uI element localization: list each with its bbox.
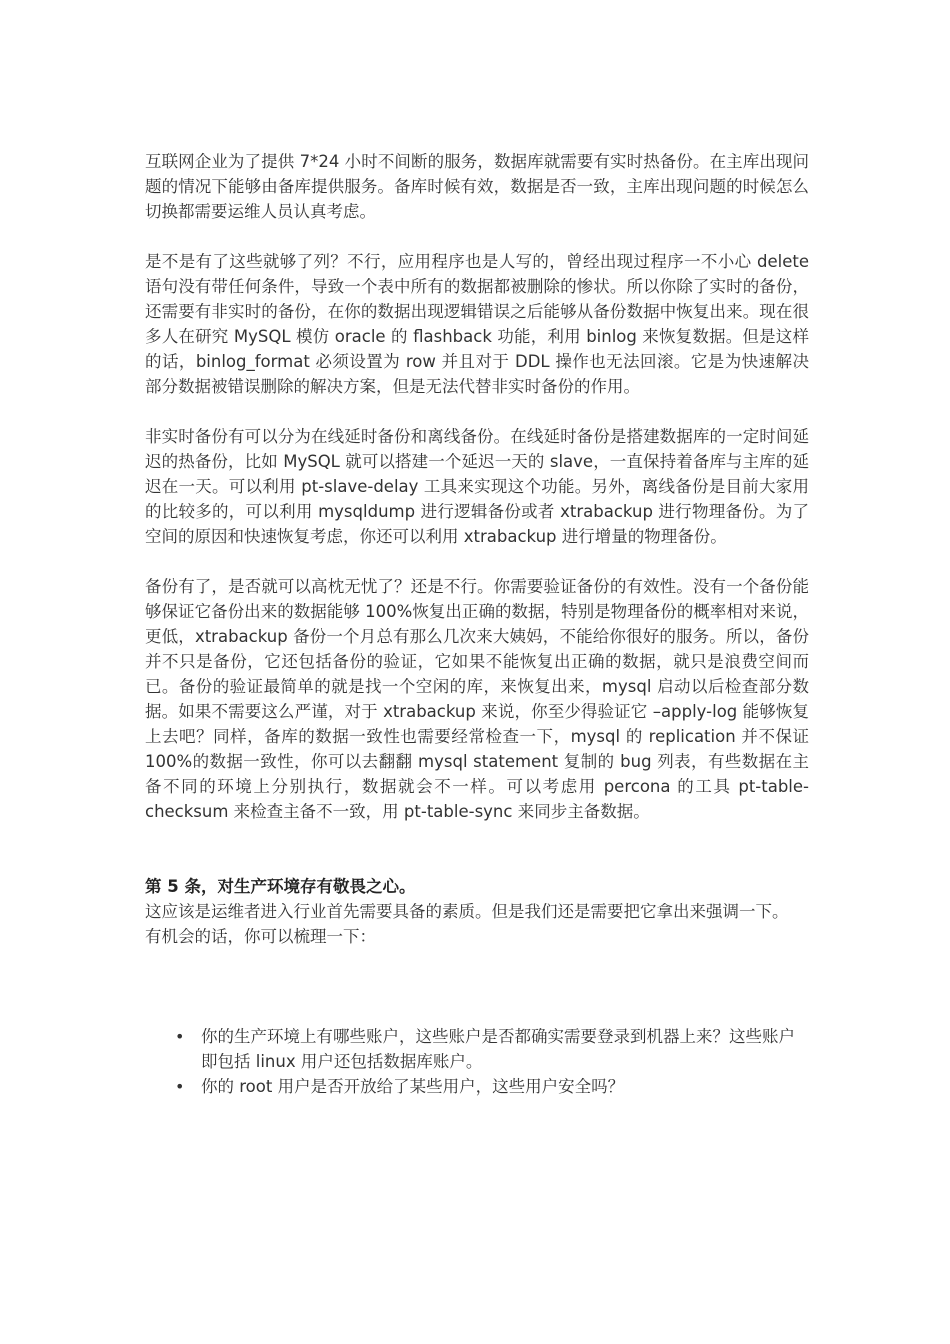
list-item-text: 你的 root 用户是否开放给了某些用户，这些用户安全吗？ — [201, 1077, 625, 1096]
bullet-marker: • — [175, 1027, 185, 1046]
section-lead: 有机会的话，你可以梳理一下： — [145, 927, 376, 946]
bullet-marker: • — [175, 1077, 185, 1096]
document-body — [145, 149, 809, 1099]
paragraph-delayed-offline-backup: 非实时备份有可以分为在线延时备份和离线备份。在线延时备份是搭建数据库的一定时间延迟的热备份，比如 MySQL 就可以搭建一个延迟一天的 slave，一直保持着备库与主库的延迟在一天。可以利用 pt-slave-delay 工具来实现这个功能。另外，离线备份是目前大家用的比较多的，可以利用 mysqldump 进行逻辑备份或者 xtrabackup 进行物理备份。为了空间的原因和快速恢复考虑，你还可以利用 xtrabackup 进行增量的物理备份。 — [145, 427, 809, 546]
section-heading: 第 5 条，对生产环境存有敬畏之心。 — [145, 877, 416, 896]
paragraph-hot-backup: 互联网企业为了提供 7*24 小时不间断的服务，数据库就需要有实时热备份。在主库出现问题的情况下能够由备库提供服务。备库时候有效，数据是否一致，主库出现问题的时候怎么切换都需要运维人员认真考虑。 — [145, 152, 809, 221]
bullet-list — [145, 1024, 809, 1099]
section-intro: 这应该是运维者进入行业首先需要具备的素质。但是我们还是需要把它拿出来强调一下。 — [145, 902, 789, 921]
list-item — [145, 1024, 809, 1074]
paragraph-backup-verification: 备份有了，是否就可以高枕无忧了？还是不行。你需要验证备份的有效性。没有一个备份能够保证它备份出来的数据能够 100%恢复出正确的数据，特别是物理备份的概率相对来说，更低，xtrabackup 备份一个月总有那么几次来大姨妈，不能给你很好的服务。所以，备份并不只是备份，它还包括备份的验证，它如果不能恢复出正确的数据，就只是浪费空间而已。备份的验证最简单的就是找一个空闲的库，来恢复出来，mysql 启动以后检查部分数据。如果不需要这么严谨，对于 xtrabackup 来说，你至少得验证它 –apply-log 能够恢复上去吧？同样，备库的数据一致性也需要经常检查一下，mysql 的 replication 并不保证 100%的数据一致性，你可以去翻翻 mysql statement 复制的 bug 列表，有些数据在主备不同的环境上分别执行，数据就会不一样。可以考虑用 percona 的工具 pt-table-checksum 来检查主备不一致，用 pt-table-sync 来同步主备数据。 — [145, 577, 809, 821]
paragraph-non-realtime-backup: 是不是有了这些就够了列？不行，应用程序也是人写的，曾经出现过程序一不小心 delete 语句没有带任何条件，导致一个表中所有的数据都被删除的惨状。所以你除了实时的备份，还需要有非实时的备份，在你的数据出现逻辑错误之后能够从备份数据中恢复出来。现在很多人在研究 MySQL 模仿 oracle 的 flashback 功能，利用 binlog 来恢复数据。但是这样的话，binlog_format 必须设置为 row 并且对于 DDL 操作也无法回滚。它是为快速解决部分数据被错误删除的解决方案，但是无法代替非实时备份的作用。 — [145, 252, 809, 396]
list-item-text: 你的生产环境上有哪些账户，这些账户是否都确实需要登录到机器上来？这些账户即包括 linux 用户还包括数据库账户。 — [201, 1027, 795, 1071]
list-item — [145, 1074, 809, 1099]
